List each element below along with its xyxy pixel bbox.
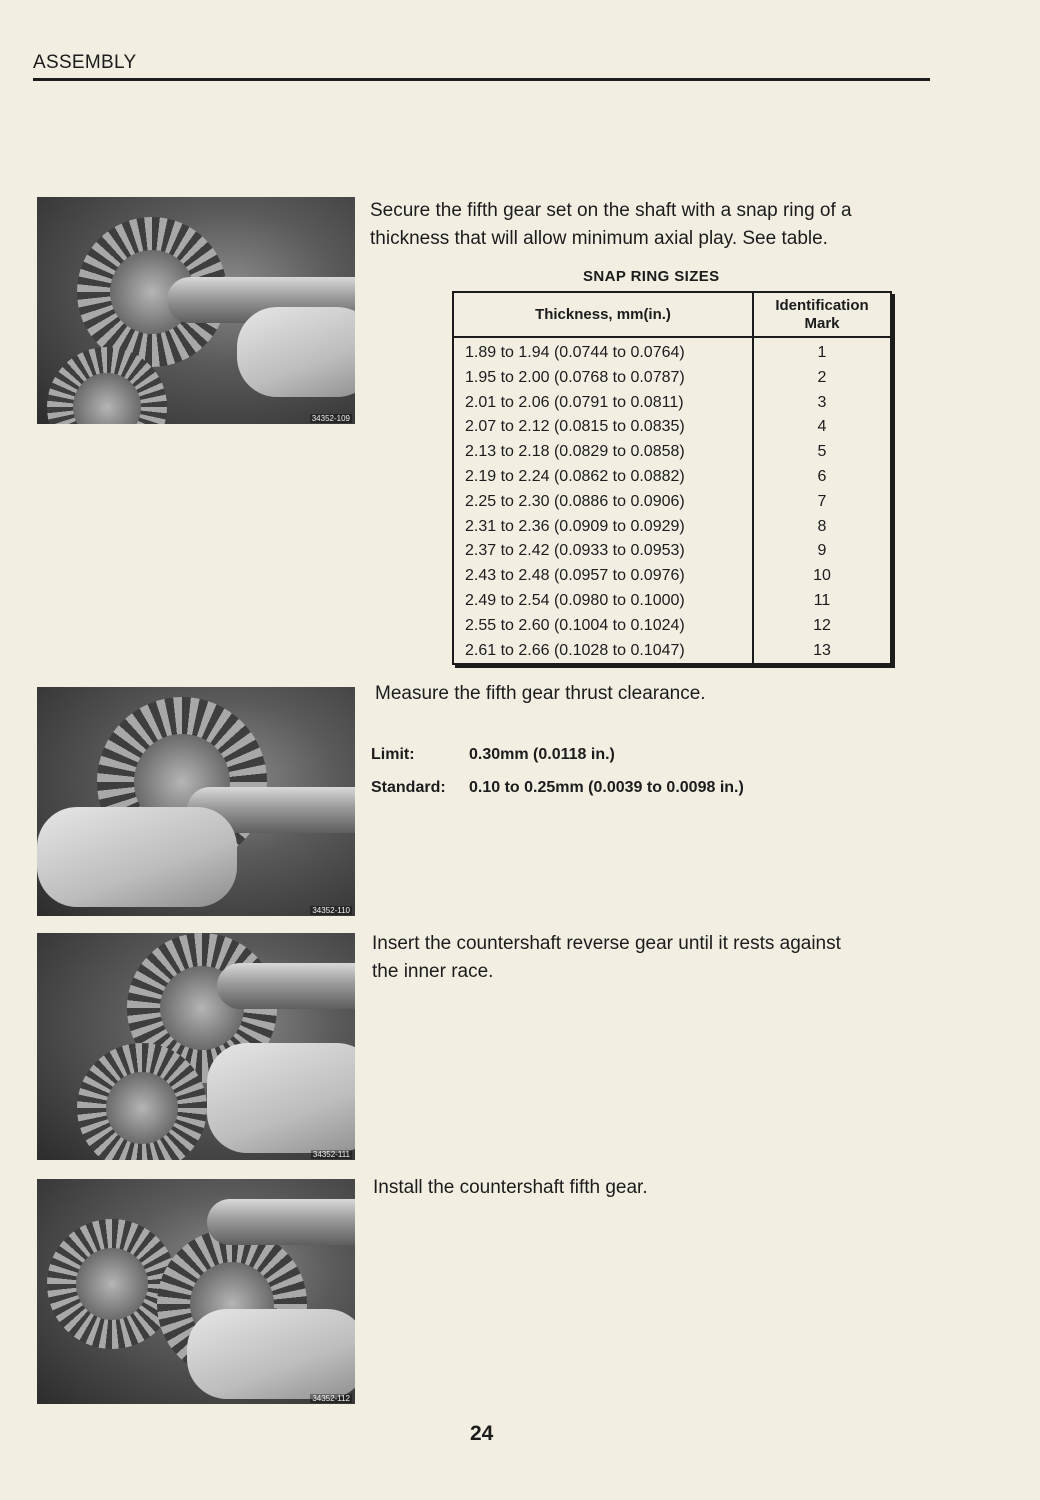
thickness-cell: 2.25 to 2.30 (0.0886 to 0.0906) xyxy=(465,492,685,510)
hand-shape xyxy=(207,1043,355,1153)
mark-cell: 4 xyxy=(753,415,891,440)
mark-cell: 13 xyxy=(753,639,891,665)
table-row xyxy=(453,337,891,366)
thickness-cell: 2.13 to 2.18 (0.0829 to 0.0858) xyxy=(465,443,685,461)
table-row xyxy=(453,639,891,665)
mark-cell: 7 xyxy=(753,490,891,515)
standard-spec xyxy=(371,779,744,797)
step-4-text: Install the countershaft fifth gear. xyxy=(373,1177,648,1198)
mark-cell: 12 xyxy=(753,614,891,639)
mark-cell: 2 xyxy=(753,366,891,391)
header-rule xyxy=(33,78,930,81)
mark-cell: 5 xyxy=(753,440,891,465)
limit-value: 0.30mm (0.0118 in.) xyxy=(469,746,615,763)
hand-shape xyxy=(237,307,355,397)
shaft-shape xyxy=(207,1199,355,1245)
table-row xyxy=(453,490,891,515)
photo-countershaft-fifth-gear xyxy=(37,1179,355,1404)
mark-header: Identification Mark xyxy=(753,292,891,337)
thickness-cell: 2.07 to 2.12 (0.0815 to 0.0835) xyxy=(465,418,685,436)
table-row xyxy=(453,391,891,416)
photo-thrust-clearance xyxy=(37,687,355,916)
standard-label: Standard: xyxy=(371,779,446,796)
hand-shape xyxy=(37,807,237,907)
step-3-text: Insert the countershaft reverse gear until it rests against the inner race. xyxy=(372,933,841,982)
table-row xyxy=(453,465,891,490)
limit-label: Limit: xyxy=(371,746,415,763)
mark-cell: 10 xyxy=(753,564,891,589)
thickness-cell: 2.43 to 2.48 (0.0957 to 0.0976) xyxy=(465,567,685,585)
shaft-shape xyxy=(217,963,355,1009)
mark-cell: 11 xyxy=(753,589,891,614)
thickness-cell: 2.01 to 2.06 (0.0791 to 0.0811) xyxy=(465,393,684,411)
mark-cell: 8 xyxy=(753,515,891,540)
table-row xyxy=(453,564,891,589)
section-header: ASSEMBLY xyxy=(33,52,137,73)
mark-cell: 6 xyxy=(753,465,891,490)
standard-value: 0.10 to 0.25mm (0.0039 to 0.0098 in.) xyxy=(469,779,744,796)
page-number: 24 xyxy=(470,1422,494,1445)
step-1-text: Secure the fifth gear set on the shaft with a snap ring of a thickness that will allow minimum axial play. See table. xyxy=(370,200,852,249)
hand-shape xyxy=(187,1309,355,1399)
thickness-header: Thickness, mm(in.) xyxy=(453,292,753,337)
thickness-cell: 2.61 to 2.66 (0.1028 to 0.1047) xyxy=(465,641,685,659)
photo-caption: 34352-109 xyxy=(311,414,350,423)
mark-cell: 3 xyxy=(753,391,891,416)
snap-ring-table xyxy=(452,291,892,665)
thickness-cell: 1.95 to 2.00 (0.0768 to 0.0787) xyxy=(465,368,685,386)
thickness-cell: 2.19 to 2.24 (0.0862 to 0.0882) xyxy=(465,467,685,485)
table-row xyxy=(453,589,891,614)
table-row xyxy=(453,440,891,465)
thickness-cell: 1.89 to 1.94 (0.0744 to 0.0764) xyxy=(465,344,685,361)
photo-caption: 34352-111 xyxy=(312,1150,350,1159)
mark-cell: 1 xyxy=(753,337,891,366)
table-row xyxy=(453,515,891,540)
table-title: SNAP RING SIZES xyxy=(583,268,720,285)
photo-caption: 34352-112 xyxy=(312,1394,350,1403)
limit-spec xyxy=(371,746,615,764)
mark-cell: 9 xyxy=(753,539,891,564)
thickness-cell: 2.31 to 2.36 (0.0909 to 0.0929) xyxy=(465,517,685,535)
table-row xyxy=(453,415,891,440)
thickness-cell: 2.37 to 2.42 (0.0933 to 0.0953) xyxy=(465,542,685,560)
thickness-cell: 2.55 to 2.60 (0.1004 to 0.1024) xyxy=(465,616,685,634)
gear-shape xyxy=(47,1219,177,1349)
table-row xyxy=(453,614,891,639)
table-row xyxy=(453,539,891,564)
table-row xyxy=(453,366,891,391)
step-2-text: Measure the fifth gear thrust clearance. xyxy=(375,683,706,704)
photo-caption: 34352-110 xyxy=(312,906,350,915)
thickness-cell: 2.49 to 2.54 (0.0980 to 0.1000) xyxy=(465,591,685,609)
photo-reverse-gear xyxy=(37,933,355,1160)
photo-fifth-gear-set xyxy=(37,197,355,424)
